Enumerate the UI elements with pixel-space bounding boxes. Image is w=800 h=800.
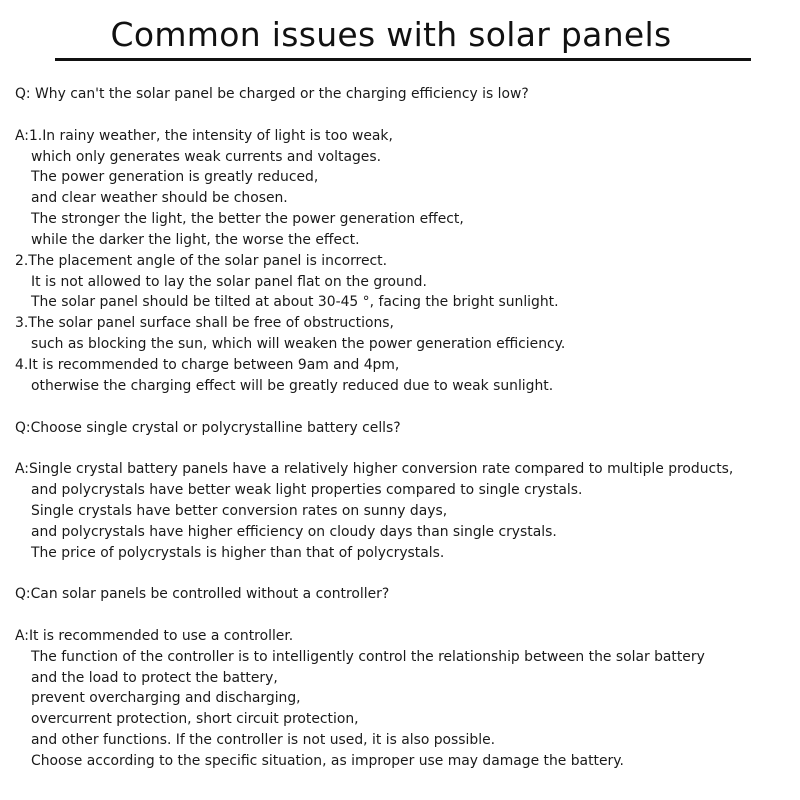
faq-spacer bbox=[15, 438, 790, 459]
faq-answer-line: A:Single crystal battery panels have a relatively higher conversion rate compared to multiple products, bbox=[15, 461, 734, 478]
faq-answer-line: The function of the controller is to intelligently control the relationship between the solar battery bbox=[31, 648, 705, 665]
faq-spacer bbox=[15, 605, 790, 626]
faq-spacer bbox=[15, 563, 790, 584]
faq-answer-line: while the darker the light, the worse the effect. bbox=[31, 231, 360, 248]
page-title: Common issues with solar panels bbox=[110, 15, 672, 54]
faq-question: Q:Choose single crystal or polycrystalline battery cells? bbox=[15, 419, 401, 436]
faq-answer-line: The power generation is greatly reduced, bbox=[31, 169, 319, 186]
faq-answer-line: prevent overcharging and discharging, bbox=[31, 690, 301, 707]
faq-answer-line: and polycrystals have higher efficiency on cloudy days than single crystals. bbox=[31, 523, 557, 540]
faq-answer-line: otherwise the charging effect will be greatly reduced due to weak sunlight. bbox=[31, 377, 554, 394]
faq-body bbox=[15, 84, 790, 772]
faq-answer-line: 4.It is recommended to charge between 9am and 4pm, bbox=[15, 356, 400, 373]
faq-spacer bbox=[15, 105, 790, 126]
faq-answer-line: The solar panel should be tilted at about 30-45 °, facing the bright sunlight. bbox=[31, 294, 559, 311]
faq-answer-line: Single crystals have better conversion rates on sunny days, bbox=[31, 502, 448, 519]
faq-item bbox=[15, 397, 790, 564]
faq-item bbox=[15, 563, 790, 771]
faq-answer-line: such as blocking the sun, which will weaken the power generation efficiency. bbox=[31, 336, 566, 353]
faq-answer-line: and other functions. If the controller is not used, it is also possible. bbox=[31, 732, 496, 749]
faq-answer-line: 3.The solar panel surface shall be free of obstructions, bbox=[15, 315, 394, 332]
faq-answer-line: The stronger the light, the better the power generation effect, bbox=[31, 211, 464, 228]
faq-answer-line: and the load to protect the battery, bbox=[31, 669, 278, 686]
faq-answer-line: overcurrent protection, short circuit protection, bbox=[31, 711, 359, 728]
faq-spacer bbox=[15, 397, 790, 418]
faq-answer-line: 2.The placement angle of the solar panel is incorrect. bbox=[15, 252, 388, 269]
faq-question: Q:Can solar panels be controlled without a controller? bbox=[15, 586, 390, 603]
faq-answer-line: It is not allowed to lay the solar panel flat on the ground. bbox=[31, 273, 427, 290]
faq-answer-line: and clear weather should be chosen. bbox=[31, 190, 288, 207]
faq-answer-line: Choose according to the specific situation, as improper use may damage the battery. bbox=[31, 753, 624, 769]
title-underline-divider bbox=[55, 58, 751, 61]
faq-answer-line: and polycrystals have better weak light properties compared to single crystals. bbox=[31, 482, 583, 499]
faq-question: Q: Why can't the solar panel be charged or the charging efficiency is low? bbox=[15, 86, 529, 102]
faq-answer-line: A:1.In rainy weather, the intensity of light is too weak, bbox=[15, 127, 393, 144]
faq-answer-line: The price of polycrystals is higher than that of polycrystals. bbox=[31, 544, 445, 561]
faq-item bbox=[15, 84, 790, 397]
faq-answer-line: which only generates weak currents and voltages. bbox=[31, 148, 381, 165]
faq-answer-line: A:It is recommended to use a controller. bbox=[15, 627, 294, 644]
